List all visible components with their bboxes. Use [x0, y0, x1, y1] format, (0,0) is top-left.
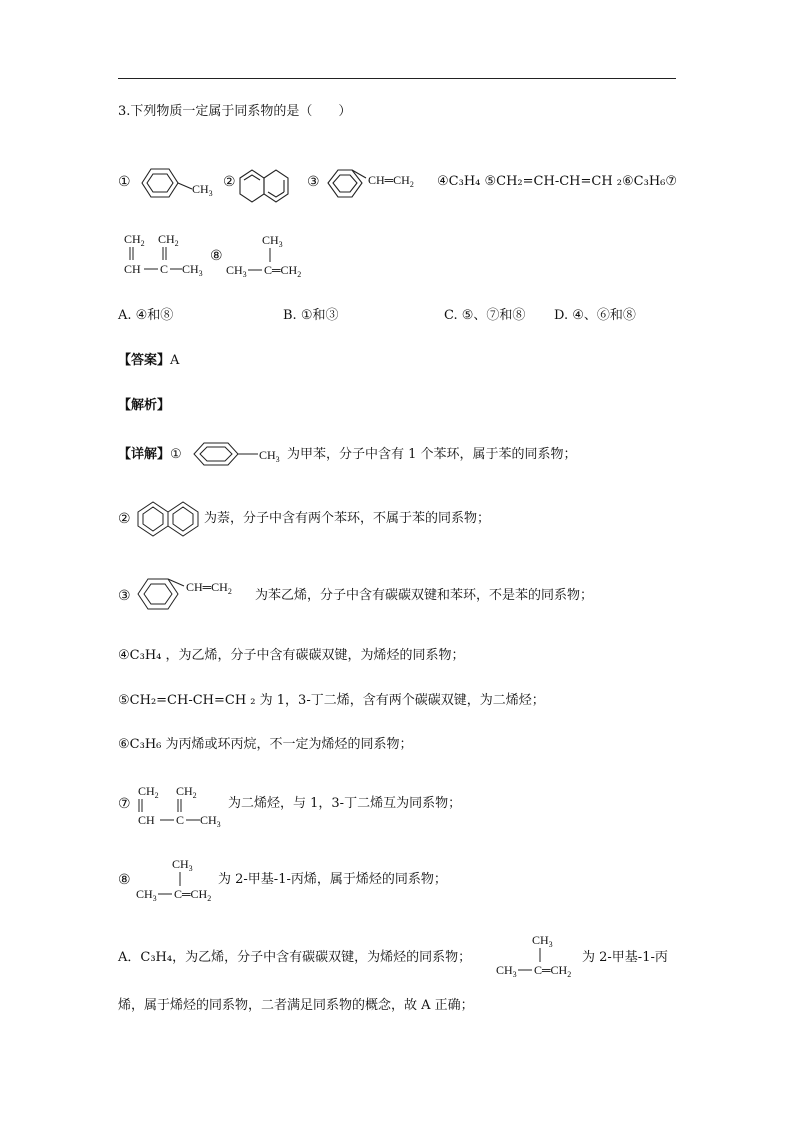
option-a: A. ④和⑧ — [118, 308, 174, 323]
svg-text:C═CH2: $C═CH_2$ — [174, 887, 212, 903]
vinyl-label: $CH═CH_2$ — [368, 173, 414, 189]
item7-structure — [122, 230, 212, 278]
toluene-inline-structure — [190, 440, 290, 470]
detail-line8-text: 为 2-甲基-1-丙烯，属于烯烃的同系物； — [218, 872, 447, 887]
item3-marker: ③ — [307, 174, 320, 190]
svg-text:CH2: $CH_2$ — [138, 784, 159, 800]
option-c: C. ⑤、⑦和⑧ — [444, 308, 526, 323]
item2-marker: ② — [223, 174, 236, 190]
detail-line8-marker: ⑧ — [118, 872, 131, 888]
svg-text:CH═CH2: $CH═CH_2$ — [186, 580, 232, 596]
item8-explanation-structure — [496, 932, 596, 978]
option-b: B. ①和③ — [283, 308, 339, 323]
svg-text:CH2: $CH_2$ — [176, 784, 197, 800]
toluene-structure — [136, 166, 226, 200]
detail-line3-text: 为苯乙烯，分子中含有碳碳双键和苯环，不是苯的同系物； — [255, 588, 594, 603]
svg-text:CH: CH — [124, 262, 141, 276]
svg-text:C═CH2: $C═CH_2$ — [264, 263, 302, 279]
detail-line3-marker: ③ — [118, 588, 131, 604]
option-a-explanation-1: A．C₃H₄，为乙烯，分子中含有碳碳双键，为烯烃的同系物； — [118, 950, 472, 965]
ch3-label: $CH_3$ — [192, 182, 213, 198]
answer-line — [118, 353, 179, 369]
svg-text:CH3: $CH_3$ — [172, 857, 193, 873]
styrene-inline-structure — [136, 574, 256, 616]
svg-text:CH3: $CH_3$ — [259, 448, 280, 464]
detail-line2-marker: ② — [118, 511, 131, 527]
naphthalene-structure — [238, 164, 298, 210]
svg-text:C═CH2: $C═CH_2$ — [534, 963, 572, 979]
option-a-explanation-2: 为 2-甲基-1-丙 — [582, 950, 668, 965]
naphthalene-inline-structure — [136, 498, 206, 540]
svg-text:CH3: $CH_3$ — [200, 813, 221, 829]
item1-marker: ① — [118, 174, 131, 190]
option-a-explanation-3: 烯，属于烯烃的同系物，二者满足同系物的概念，故 A 正确； — [118, 998, 474, 1013]
detail-line1-text: 为甲苯，分子中含有 1 个苯环，属于苯的同系物； — [287, 447, 577, 462]
svg-text:CH3: $CH_3$ — [532, 933, 553, 949]
detail-line7-marker: ⑦ — [118, 796, 131, 812]
svg-text:CH2: $CH_2$ — [158, 232, 179, 248]
bond-line — [178, 183, 192, 189]
svg-text:C: C — [176, 813, 185, 827]
answer-value: A — [170, 353, 180, 368]
item8-structure — [226, 232, 326, 278]
analysis-label: 【解析】 — [118, 398, 171, 413]
item7-inline-structure — [136, 782, 236, 830]
svg-text:C: C — [160, 262, 169, 276]
question-text: 3.下列物质一定属于同系物的是（ ） — [118, 104, 352, 119]
svg-text:CH2: $CH_2$ — [124, 232, 145, 248]
svg-text:CH3: $CH_3$ — [136, 887, 157, 903]
answer-label: 【答案】 — [118, 353, 171, 368]
detail-line7-text: 为二烯烃，与 1，3-丁二烯互为同系物； — [228, 796, 462, 811]
svg-text:CH3: $CH_3$ — [496, 963, 517, 979]
detail-line2-text: 为萘，分子中含有两个苯环，不属于苯的同系物； — [204, 511, 491, 526]
svg-text:CH3: $CH_3$ — [182, 262, 203, 278]
detail-label: 【详解】 — [118, 447, 171, 462]
items-4-to-7: ④C₃H₄ ⑤CH₂=CH-CH=CH ₂⑥C₃H₆⑦ — [437, 174, 678, 189]
svg-text:CH3: $CH_3$ — [226, 263, 247, 279]
benzene-ring — [142, 169, 178, 197]
detail-line4: ④C₃H₄ ，为乙烯，分子中含有碳碳双键，为烯烃的同系物； — [118, 648, 465, 663]
svg-text:CH3: $CH_3$ — [262, 233, 283, 249]
item8-marker: ⑧ — [210, 248, 223, 264]
header-rule — [118, 78, 676, 79]
detail-line1-prefix: 【详解】① — [118, 447, 182, 462]
detail-line6: ⑥C₃H₆ 为丙烯或环丙烷，不一定为烯烃的同系物； — [118, 737, 413, 752]
styrene-structure — [324, 164, 434, 212]
svg-text:CH: CH — [138, 813, 155, 827]
option-d: D. ④、⑥和⑧ — [554, 308, 636, 323]
detail-line5: ⑤CH₂=CH-CH=CH ₂ 为 1，3-丁二烯，含有两个碳碳双键，为二烯烃； — [118, 693, 545, 708]
